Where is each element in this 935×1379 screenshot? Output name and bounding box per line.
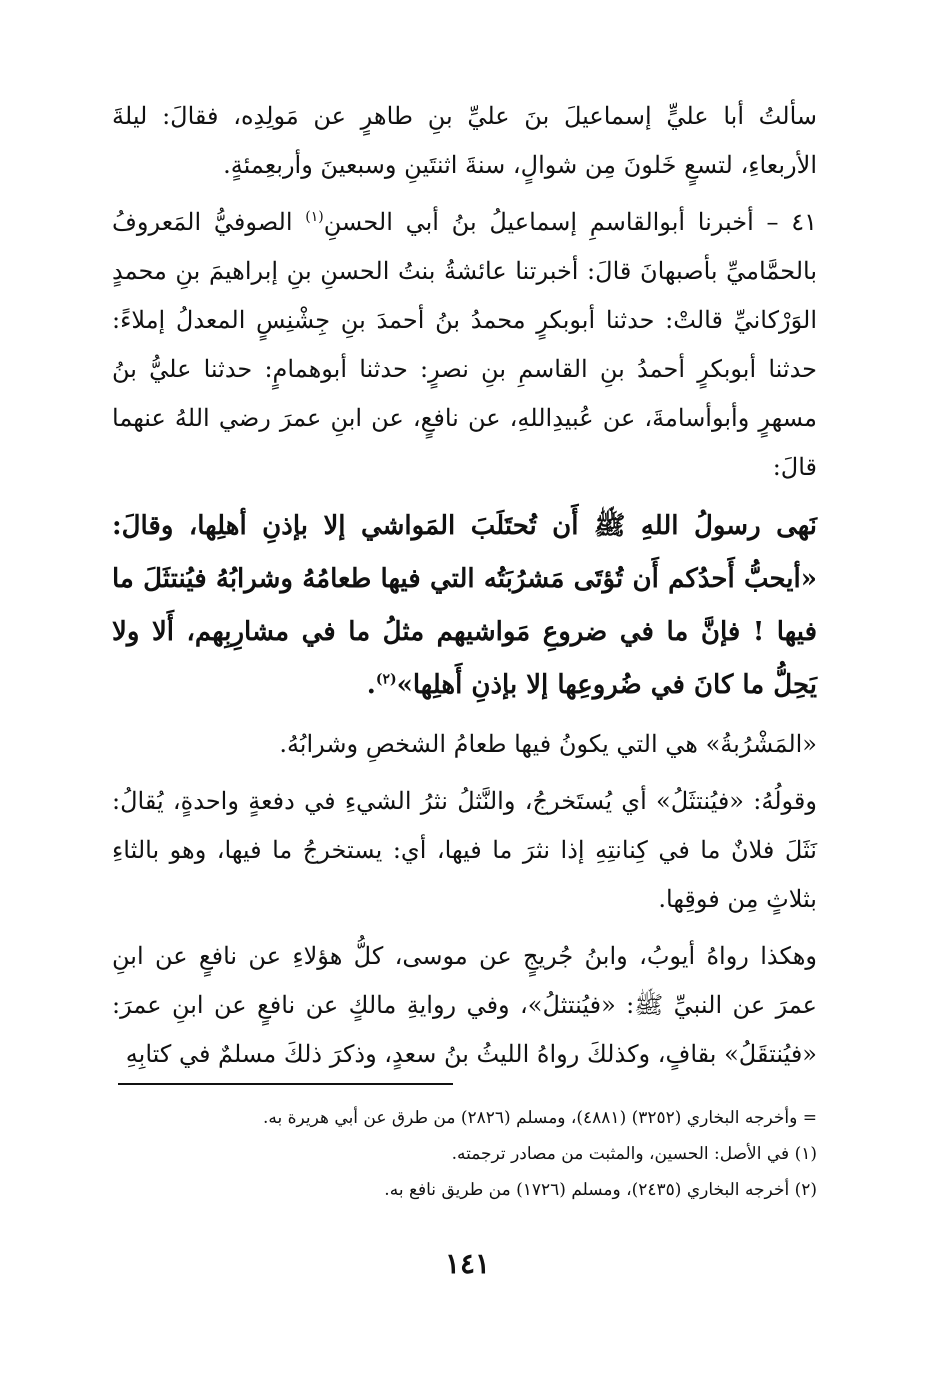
paragraph-definition-mashruba [112, 720, 817, 769]
paragraph-isnad-41 [112, 198, 817, 492]
footnote-2: (٢) أخرجه البخاري (٢٤٣٥)، ومسلم (١٧٢٦) من طريق نافع به. [384, 1180, 817, 1200]
main-text [112, 92, 817, 1087]
footnote-ref-2[interactable]: (٢) [375, 671, 397, 688]
footnotes [112, 1100, 817, 1208]
paragraph-text: وهكذا رواهُ أيوبُ، وابنُ جُريجٍ عن موسى، كلُّ هؤلاءِ عن نافعٍ عن ابنِ عمرَ عن النبيِّ ﷺ: «فيُنتثلُ»، وفي روايةِ مالكٍ عن نافعٍ عن ابنِ عمرَ: «فيُنتقَلُ» بقافٍ، وكذلكَ رواهُ الليثُ بنُ سعدٍ، وذكرَ ذلكَ مسلمٌ في كتابِهِ [112, 942, 817, 1068]
footnote-continued: = وأخرجه البخاري (٣٢٥٢) (٤٨٨١)، ومسلم (٢٨٢٦) من طرق عن أبي هريرة به. [262, 1108, 817, 1128]
page-number: ١٤١ [444, 1247, 491, 1280]
hadith-text-end: . [366, 670, 376, 700]
paragraph-birth-date [112, 92, 817, 190]
paragraph-text: «المَشْرُبةُ» هي التي يكونُ فيها طعامُ الشخصِ وشرابُهُ. [279, 730, 817, 758]
footnote-1: (١) في الأصل: الحسين، والمثبت من مصادر ترجمته. [451, 1144, 817, 1164]
paragraph-definition-yuntathal [112, 777, 817, 924]
paragraph-text: وقولُهُ: «فيُنتثَلُ» أي يُستَخرجُ، والنَّثلُ نثرُ الشيءِ في دفعةٍ واحدةٍ، يُقالُ: نَثَلَ فلانٌ ما في كِنانتِهِ إذا نثرَ ما فيها، أي: يستخرجُ ما فيها، وهو بالثاءِ بثلاثٍ مِن فوقِها. [112, 787, 817, 913]
hadith-text: نَهى رسولُ اللهِ ﷺ أَن تُحتَلَبَ المَواشي إلا بإذنِ أهلِها، وقالَ: «أيحبُّ أَحدُكم أَن تُؤتَى مَشرُبَتُه التي فيها طعامُهُ وشرابُهُ فيُنتثَلَ ما فيها ! فإنَّ ما في ضروعِ مَواشيهم مثلُ ما في مشارِبِهم، أَلا ولا يَحِلُّ ما كانَ في ضُروعِها إلا بإذنِ أَهلِها» [112, 511, 817, 700]
paragraph-text: ٤١ – أخبرنا أبوالقاسمِ إسماعيلُ بنُ أبي الحسنِ [323, 208, 817, 236]
paragraph-hadith [112, 500, 817, 712]
footnote-ref-1[interactable]: (١) [305, 209, 324, 225]
paragraph-text: سألتُ أبا عليٍّ إسماعيلَ بنَ عليِّ بنِ طاهرٍ عن مَولِدِه، فقالَ: ليلةَ الأربعاءِ، لتسعٍ خَلونَ مِن شوالٍ، سنةَ اثنتَينِ وسبعينَ وأربعِمئةٍ. [112, 102, 817, 179]
paragraph-text-cont: الصوفيُّ المَعروفُ بالحمَّاميِّ بأصبهانَ قالَ: أخبرتنا عائشةُ بنتُ الحسنِ بنِ إبراهيمَ بنِ محمدٍ الوَرْكانيِّ قالتْ: حدثنا أبوبكرٍ محمدُ بنُ أحمدَ بنِ جِشْنِسٍ المعدلُ إملاءً: حدثنا أبوبكرٍ أحمدُ بنِ القاسمِ بنِ نصرٍ: حدثنا أبوهمامٍ: حدثنا عليُّ بنُ مسهرٍ وأبوأسامةَ، عن عُبيدِاللهِ، عن نافعٍ، عن ابنِ عمرَ رضي اللهُ عنهما قالَ: [112, 208, 818, 481]
paragraph-narrations [112, 932, 817, 1079]
footnote-divider [118, 1083, 453, 1085]
